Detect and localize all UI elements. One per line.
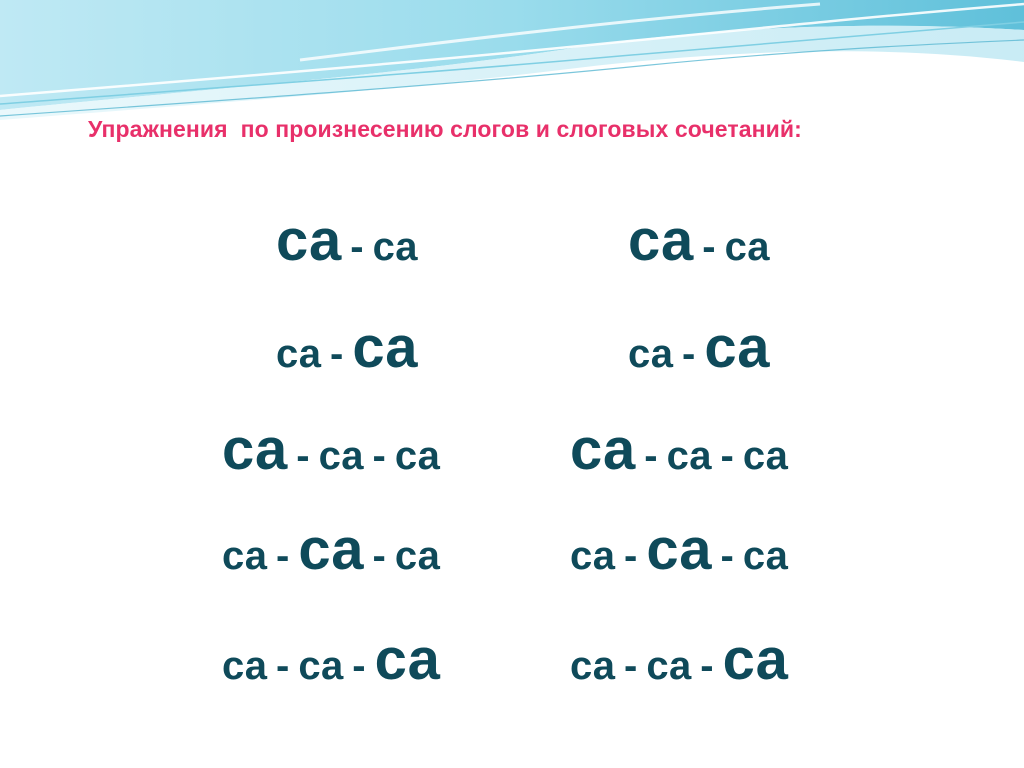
stressed-syllable: са: [704, 315, 770, 380]
exercise-row-5: [0, 624, 1024, 696]
page-title: Упражнения по произнесению слогов и слоговых сочетаний:: [88, 116, 802, 142]
exercise-left: [222, 514, 552, 586]
syllable: са: [276, 332, 321, 376]
exercise-left: [222, 624, 552, 696]
exercise-right: [570, 414, 900, 486]
stressed-syllable: са: [646, 517, 712, 582]
exercise-right: [628, 205, 958, 277]
syllable: са: [394, 534, 440, 578]
syllable-separator: -: [352, 644, 366, 688]
stressed-syllable: са: [352, 315, 418, 380]
syllable-separator: -: [350, 225, 364, 269]
stressed-syllable: са: [722, 627, 788, 692]
syllable: са: [318, 434, 364, 478]
syllable: са: [222, 644, 267, 688]
exercise-right: [570, 514, 900, 586]
syllable: са: [570, 534, 615, 578]
stressed-syllable: са: [222, 417, 288, 482]
syllable-separator: -: [623, 644, 638, 688]
stressed-syllable: са: [570, 417, 636, 482]
syllable-separator: -: [275, 534, 290, 578]
syllable-separator: -: [702, 225, 716, 269]
syllable-separator: -: [644, 434, 658, 478]
syllable-separator: -: [720, 434, 734, 478]
exercise-row-2: [0, 312, 1024, 384]
syllable: са: [666, 434, 712, 478]
exercise-row-4: [0, 514, 1024, 586]
exercise-row-1: [0, 205, 1024, 277]
syllable: са: [298, 644, 344, 688]
syllable-separator: -: [623, 534, 638, 578]
exercise-left: [222, 414, 552, 486]
syllable-separator: -: [372, 434, 386, 478]
syllable: са: [394, 434, 440, 478]
exercise-right: [570, 624, 900, 696]
exercise-right: [628, 312, 958, 384]
syllable-separator: -: [329, 332, 344, 376]
syllable: са: [742, 434, 788, 478]
syllable: са: [742, 534, 788, 578]
syllable: са: [222, 534, 267, 578]
stressed-syllable: са: [374, 627, 440, 692]
syllable: са: [724, 225, 770, 269]
syllable-separator: -: [296, 434, 310, 478]
stressed-syllable: са: [276, 208, 342, 273]
exercise-left: [276, 312, 606, 384]
syllable: са: [372, 225, 418, 269]
syllable-separator: -: [681, 332, 696, 376]
stressed-syllable: са: [628, 208, 694, 273]
syllable-separator: -: [720, 534, 734, 578]
syllable: са: [646, 644, 692, 688]
syllable: са: [570, 644, 615, 688]
syllable-separator: -: [372, 534, 386, 578]
syllable-separator: -: [275, 644, 290, 688]
syllable: са: [628, 332, 673, 376]
exercise-left: [276, 205, 606, 277]
stressed-syllable: са: [298, 517, 364, 582]
exercise-row-3: [0, 414, 1024, 486]
syllable-separator: -: [700, 644, 714, 688]
